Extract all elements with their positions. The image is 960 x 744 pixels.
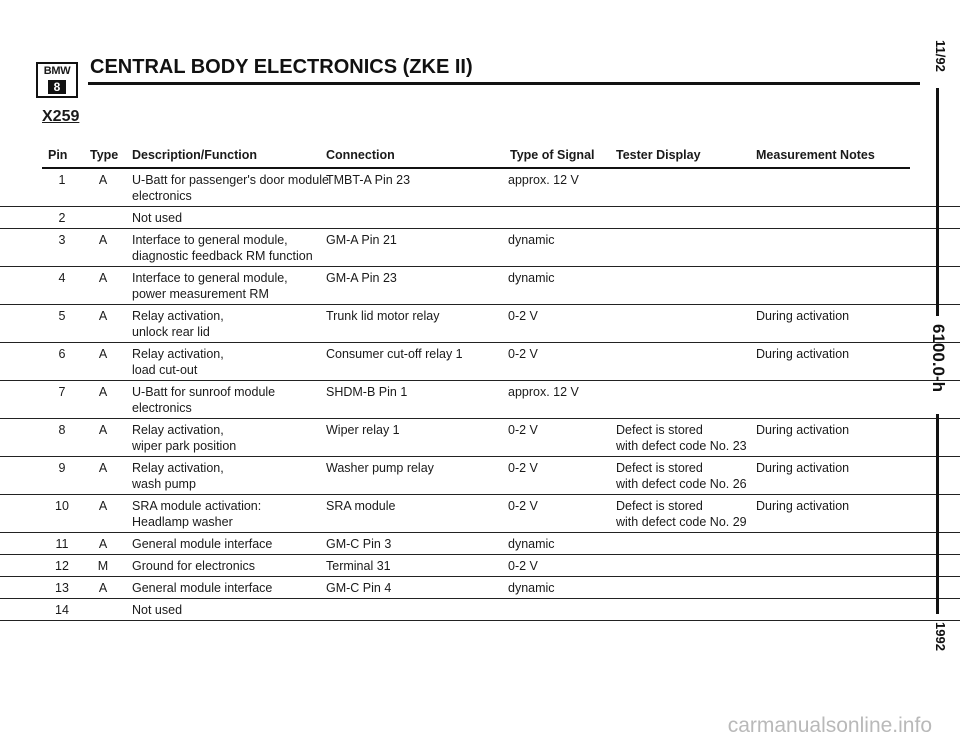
cell-pin: 8 <box>58 423 66 437</box>
cell-type: A <box>98 461 108 475</box>
cell-description-line: diagnostic feedback RM function <box>132 249 313 263</box>
cell-description <box>132 580 272 596</box>
cell-notes: During activation <box>756 347 850 361</box>
logo-text: BMW <box>43 65 71 77</box>
cell-connection: Wiper relay 1 <box>326 423 400 437</box>
cell-description-line: General module interface <box>132 581 273 595</box>
col-pin: Pin <box>48 148 68 162</box>
table-row <box>0 495 960 533</box>
cell-description-line: Relay activation, <box>132 309 224 323</box>
cell-description-line: Relay activation, <box>132 347 224 361</box>
col-conn: Connection <box>326 148 395 162</box>
watermark: carmanualsonline.info <box>727 714 932 737</box>
cell-description <box>132 602 182 618</box>
cell-description-line: Interface to general module, <box>132 233 288 247</box>
side-date: 11/92 <box>933 40 948 72</box>
cell-pin: 6 <box>58 347 66 361</box>
cell-description <box>132 232 313 264</box>
cell-connection: GM-A Pin 21 <box>326 233 397 247</box>
cell-description <box>132 460 224 492</box>
cell-description-line: SRA module activation: <box>132 499 262 513</box>
cell-tester-line: with defect code No. 29 <box>616 515 747 529</box>
col-type: Type <box>90 148 119 162</box>
table-row <box>0 169 960 207</box>
cell-type: A <box>98 581 108 595</box>
cell-description-line: Headlamp washer <box>132 515 233 529</box>
cell-tester <box>616 422 747 454</box>
cell-type: A <box>98 271 108 285</box>
cell-description-line: wiper park position <box>132 439 237 453</box>
cell-notes: During activation <box>756 499 850 513</box>
cell-connection: GM-C Pin 3 <box>326 537 392 551</box>
cell-type: A <box>98 423 108 437</box>
cell-description-line: wash pump <box>132 477 196 491</box>
table-row <box>0 457 960 495</box>
cell-pin: 9 <box>58 461 66 475</box>
table-row <box>0 419 960 457</box>
table-row <box>0 577 960 599</box>
table-row <box>0 267 960 305</box>
cell-connection: Terminal 31 <box>326 559 391 573</box>
cell-type: A <box>98 233 108 247</box>
cell-description-line: load cut-out <box>132 363 198 377</box>
cell-description <box>132 210 182 226</box>
cell-description-line: Interface to general module, <box>132 271 288 285</box>
cell-signal: dynamic <box>508 537 555 551</box>
cell-signal: 0-2 V <box>508 423 538 437</box>
cell-signal: approx. 12 V <box>508 385 579 399</box>
page-title: CENTRAL BODY ELECTRONICS (ZKE II) <box>90 56 473 78</box>
cell-tester <box>616 460 747 492</box>
cell-description-line: Not used <box>132 603 183 617</box>
cell-tester <box>616 498 747 530</box>
cell-tester-line: Defect is stored <box>616 461 703 475</box>
cell-notes: During activation <box>756 461 850 475</box>
cell-notes: During activation <box>756 309 850 323</box>
cell-pin: 11 <box>55 537 69 551</box>
cell-description <box>132 536 272 552</box>
cell-description <box>132 558 255 574</box>
cell-connection: Consumer cut-off relay 1 <box>326 347 463 361</box>
cell-description-line: U-Batt for passenger's door module <box>132 173 329 187</box>
table-row <box>0 555 960 577</box>
logo-box: 8 <box>48 80 66 94</box>
cell-description-line: power measurement RM <box>132 287 269 301</box>
cell-description <box>132 498 261 530</box>
side-rule-bottom <box>936 414 939 614</box>
cell-connection: GM-A Pin 23 <box>326 271 397 285</box>
cell-description-line: Relay activation, <box>132 461 224 475</box>
cell-signal: 0-2 V <box>508 347 538 361</box>
cell-description-line: Ground for electronics <box>132 559 255 573</box>
cell-type: A <box>98 309 108 323</box>
col-tester: Tester Display <box>616 148 701 162</box>
connector-id: X259 <box>42 108 80 125</box>
table-row <box>0 599 960 621</box>
cell-tester-line: Defect is stored <box>616 499 703 513</box>
cell-description <box>132 308 224 340</box>
cell-connection: GM-C Pin 4 <box>326 581 392 595</box>
table-row <box>0 343 960 381</box>
cell-signal: dynamic <box>508 581 555 595</box>
pin-table <box>0 169 960 621</box>
cell-type: A <box>98 385 108 399</box>
cell-notes: During activation <box>756 423 850 437</box>
table-row <box>0 229 960 267</box>
col-desc: Description/Function <box>132 148 257 162</box>
side-page-code: 6100.0-h <box>929 324 948 393</box>
cell-description-line: Relay activation, <box>132 423 224 437</box>
cell-pin: 10 <box>55 499 69 513</box>
cell-signal: dynamic <box>508 233 555 247</box>
cell-type: A <box>98 499 108 513</box>
cell-description <box>132 346 224 378</box>
cell-signal: dynamic <box>508 271 555 285</box>
cell-signal: 0-2 V <box>508 461 538 475</box>
cell-connection: TMBT-A Pin 23 <box>326 173 411 187</box>
table-row <box>0 305 960 343</box>
cell-pin: 14 <box>55 603 69 617</box>
bmw-logo <box>36 62 78 98</box>
cell-connection: Washer pump relay <box>326 461 434 475</box>
cell-connection: SHDM-B Pin 1 <box>326 385 408 399</box>
cell-description-line: General module interface <box>132 537 273 551</box>
cell-description <box>132 172 329 204</box>
col-notes: Measurement Notes <box>756 148 875 162</box>
table-header <box>0 148 960 166</box>
cell-signal: 0-2 V <box>508 499 538 513</box>
cell-description-line: electronics <box>132 189 192 203</box>
cell-tester-line: with defect code No. 26 <box>616 477 747 491</box>
cell-signal: 0-2 V <box>508 309 538 323</box>
title-rule <box>88 82 920 85</box>
cell-signal: 0-2 V <box>508 559 538 573</box>
cell-pin: 3 <box>58 233 66 247</box>
cell-pin: 7 <box>58 385 66 399</box>
side-margin <box>926 40 948 680</box>
cell-tester-line: Defect is stored <box>616 423 703 437</box>
side-year: 1992 <box>933 622 948 651</box>
cell-description <box>132 384 275 416</box>
cell-description <box>132 422 236 454</box>
side-rule-top <box>936 88 939 316</box>
cell-pin: 1 <box>58 173 66 187</box>
cell-description-line: Not used <box>132 211 183 225</box>
cell-type: M <box>97 559 109 573</box>
cell-pin: 5 <box>58 309 66 323</box>
cell-type: A <box>98 347 108 361</box>
cell-connection: Trunk lid motor relay <box>326 309 440 323</box>
cell-description <box>132 270 288 302</box>
table-row <box>0 533 960 555</box>
cell-description-line: U-Batt for sunroof module <box>132 385 276 399</box>
table-row <box>0 381 960 419</box>
cell-connection: SRA module <box>326 499 396 513</box>
cell-signal: approx. 12 V <box>508 173 579 187</box>
cell-pin: 13 <box>55 581 69 595</box>
cell-tester-line: with defect code No. 23 <box>616 439 747 453</box>
cell-pin: 4 <box>58 271 66 285</box>
table-row <box>0 207 960 229</box>
cell-pin: 12 <box>55 559 69 573</box>
cell-type: A <box>98 537 108 551</box>
cell-description-line: unlock rear lid <box>132 325 210 339</box>
cell-description-line: electronics <box>132 401 192 415</box>
cell-pin: 2 <box>58 211 66 225</box>
col-sig: Type of Signal <box>510 148 595 162</box>
cell-type: A <box>98 173 108 187</box>
